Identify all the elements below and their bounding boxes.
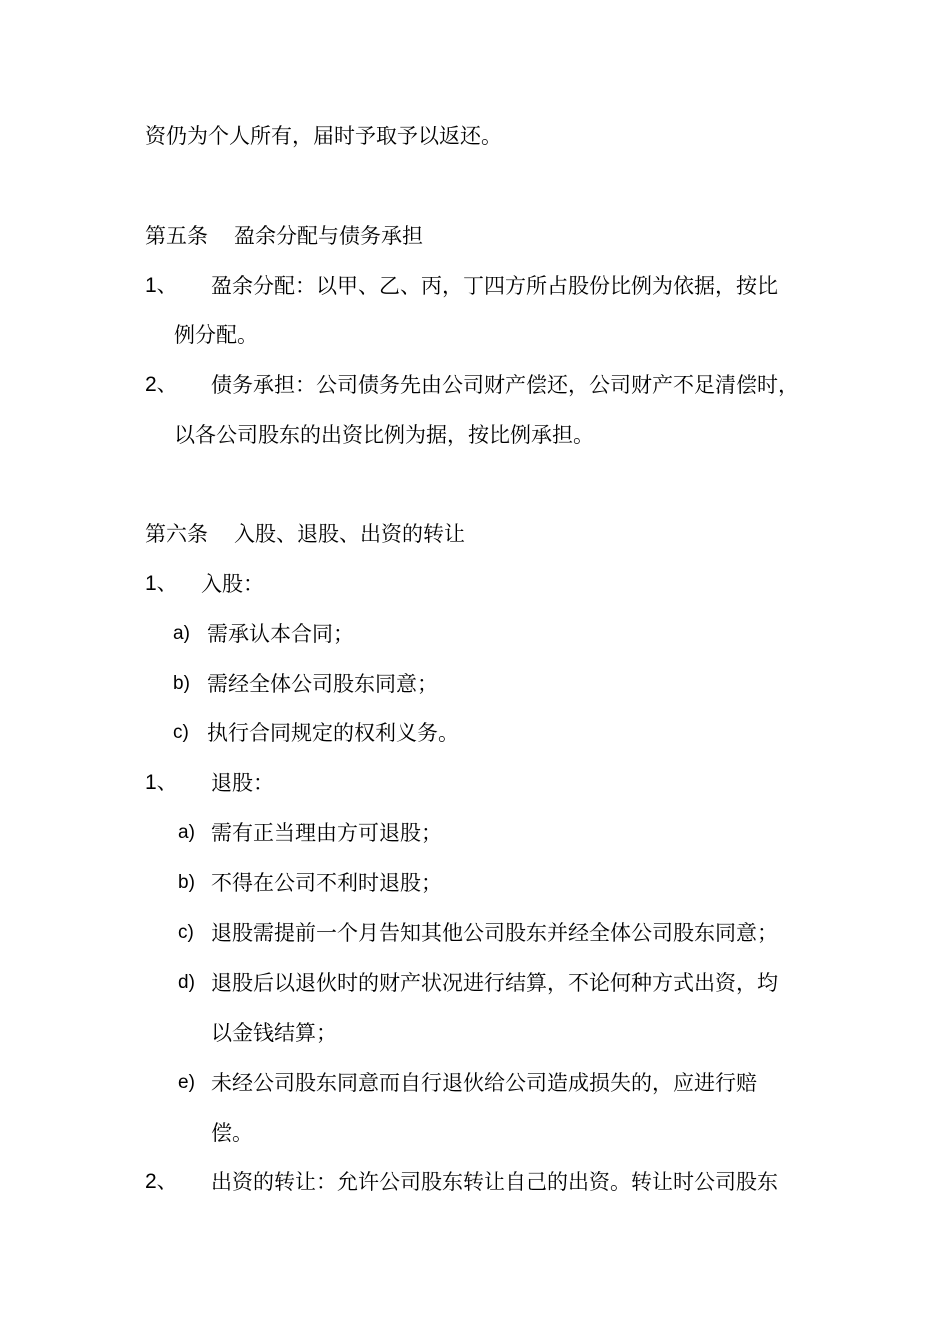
withdraw-sub-d-continuation: 以金钱结算； xyxy=(211,1021,337,1045)
article-5-item-1-number: 1、 xyxy=(145,274,178,297)
join-sub-b-text: 需经全体公司股东同意； xyxy=(207,672,438,696)
article-5-item-2-continuation: 以各公司股东的出资比例为据，按比例承担。 xyxy=(174,423,594,447)
article-6-heading: 入股、退股、出资的转让 xyxy=(234,522,465,546)
withdraw-sub-a-marker: a) xyxy=(178,822,195,843)
withdraw-number: 1、 xyxy=(145,771,178,794)
article-5-item-1-text: 盈余分配：以甲、乙、丙，丁四方所占股份比例为依据，按比 xyxy=(211,274,778,298)
withdraw-sub-e-text: 未经公司股东同意而自行退伙给公司造成损失的，应进行赔 xyxy=(211,1071,757,1095)
withdraw-sub-b-marker: b) xyxy=(178,872,195,893)
withdraw-sub-c-marker: c) xyxy=(178,922,194,943)
withdraw-sub-a-text: 需有正当理由方可退股； xyxy=(211,821,442,845)
join-sub-c-text: 执行合同规定的权利义务。 xyxy=(207,721,459,745)
join-sub-b-marker: b) xyxy=(173,673,190,694)
join-number: 1、 xyxy=(145,572,178,595)
article-5-item-2-number: 2、 xyxy=(145,373,178,396)
article-5-title: 第五条 xyxy=(145,224,208,248)
join-sub-c-marker: c) xyxy=(173,722,189,743)
article-5-item-1-continuation: 例分配。 xyxy=(174,323,258,347)
withdraw-label: 退股： xyxy=(211,771,274,795)
article-5-heading: 盈余分配与债务承担 xyxy=(234,224,423,248)
article-6-title: 第六条 xyxy=(145,522,208,546)
transfer-text: 出资的转让：允许公司股东转让自己的出资。转让时公司股东 xyxy=(211,1170,778,1194)
withdraw-sub-e-marker: e) xyxy=(178,1072,195,1093)
withdraw-sub-b-text: 不得在公司不利时退股； xyxy=(211,871,442,895)
join-sub-a-text: 需承认本合同； xyxy=(207,622,354,646)
join-label: 入股： xyxy=(201,572,264,596)
withdraw-sub-d-marker: d) xyxy=(178,972,195,993)
withdraw-sub-e-continuation: 偿。 xyxy=(211,1121,253,1145)
continuation-text: 资仍为个人所有，届时予取予以返还。 xyxy=(145,124,502,148)
join-sub-a-marker: a) xyxy=(173,623,190,644)
transfer-number: 2、 xyxy=(145,1170,178,1193)
article-5-item-2-text: 债务承担：公司债务先由公司财产偿还，公司财产不足清偿时， xyxy=(211,373,799,397)
withdraw-sub-d-text: 退股后以退伙时的财产状况进行结算，不论何种方式出资，均 xyxy=(211,971,778,995)
withdraw-sub-c-text: 退股需提前一个月告知其他公司股东并经全体公司股东同意； xyxy=(211,921,778,945)
